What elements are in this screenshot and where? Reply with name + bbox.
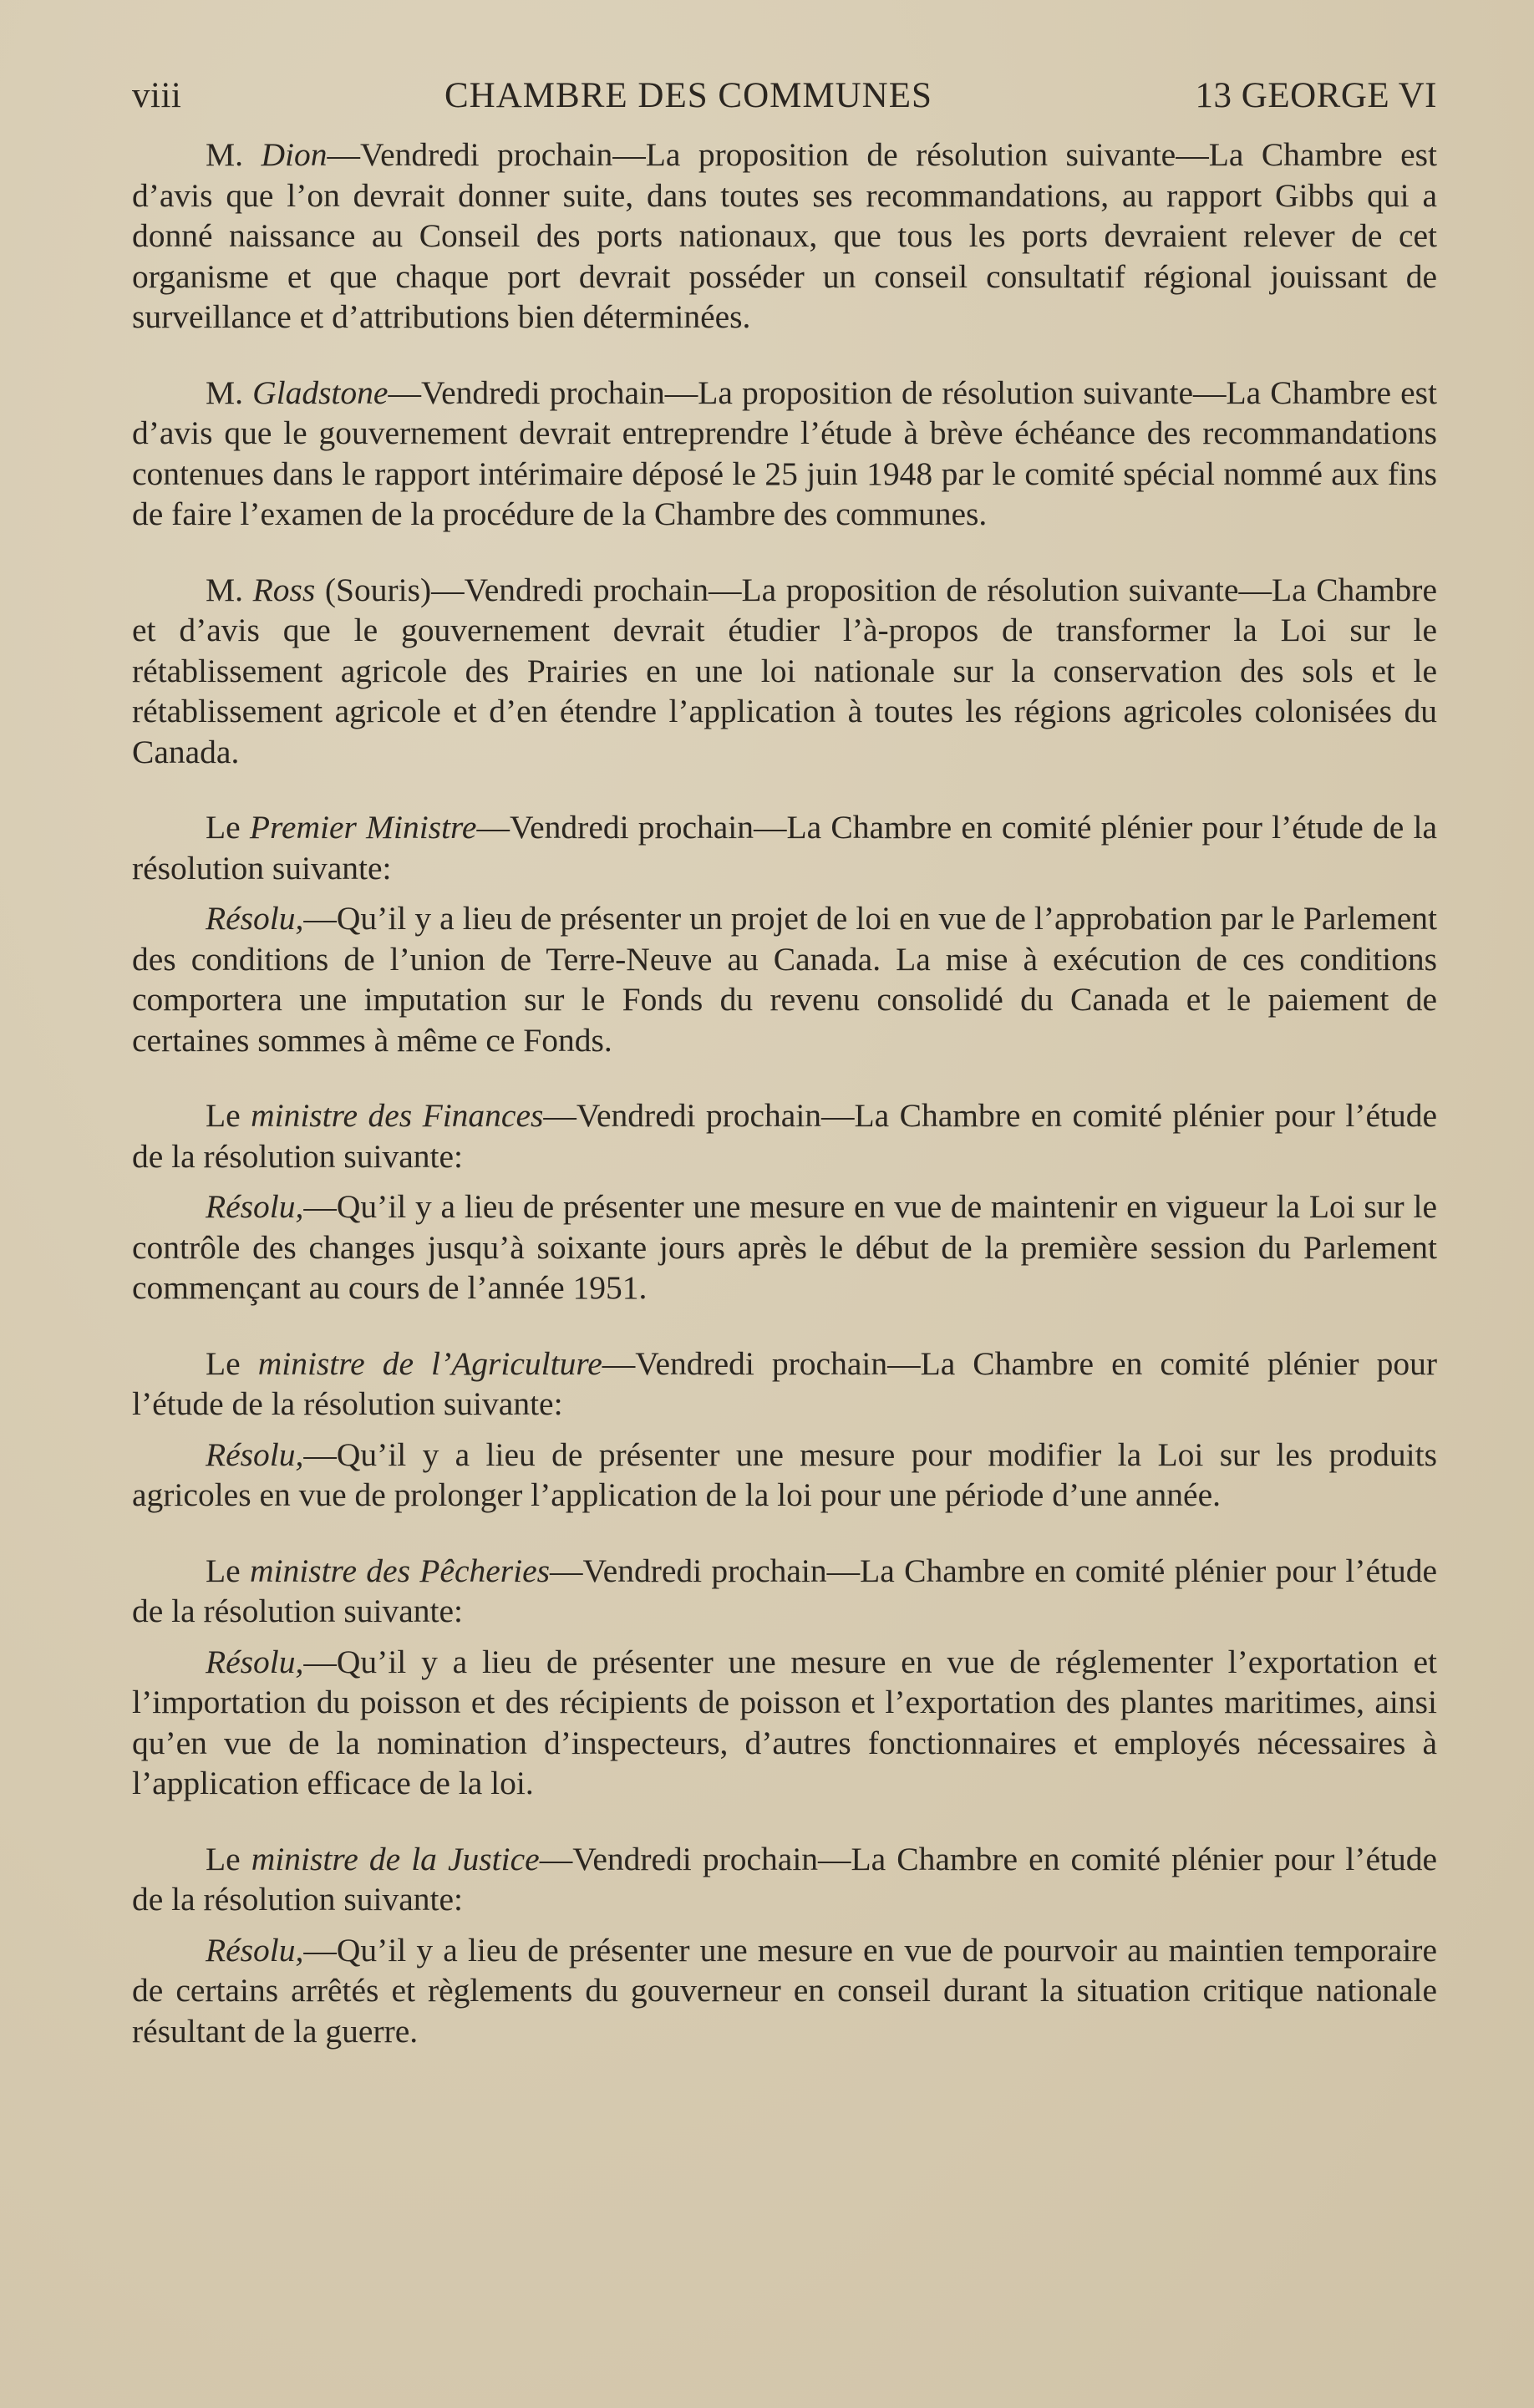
notice-entry-ross	[132, 570, 1437, 773]
entry-prefix: Le	[206, 1097, 251, 1134]
notice-entry-agriculture	[132, 1344, 1437, 1516]
resolution-label: Résolu,	[206, 1435, 304, 1473]
resolution-body: —Qu’il y a lieu de présenter une mesure pour modifier la Loi sur les produits agricoles en vue de prolonger l’application de la loi pour une période d’une année.	[132, 1435, 1437, 1513]
page-number: viii	[132, 76, 182, 115]
entry-prefix: Le	[206, 809, 250, 846]
entry-body: —Vendredi prochain—La Chambre en comité plénier pour l’étude de la résolution suivante:	[132, 1840, 1437, 1918]
entry-body: —Vendredi prochain—La proposition de résolution suivante—La Chambre est d’avis que l’on devrait donner suite, dans toutes ses recommandations, au rapport Gibbs qui a donné naissance au Conseil des ports nationaux, que tous les ports devraient relever de cet organisme et que chaque port devrait posséder un conseil consultatif régional jouissant de surveillance et d’attributions bien déterminées.	[132, 136, 1437, 335]
notice-entry-premier-ministre	[132, 807, 1437, 1060]
notice-text	[132, 1839, 1437, 1920]
notice-entry-dion	[132, 135, 1437, 338]
entry-body: —Vendredi prochain—La Chambre en comité plénier pour l’étude de la résolution suivante:	[132, 1344, 1437, 1422]
resolution-body: —Qu’il y a lieu de présenter une mesure en vue de pourvoir au maintien temporaire de certains arrêtés et règlements du gouverneur en conseil durant la situation critique nationale résultant de la guerre.	[132, 1931, 1437, 2050]
resolution-text	[132, 1186, 1437, 1308]
member-name: ministre de la Justice	[251, 1840, 540, 1877]
member-name: ministre des Pêcheries	[249, 1552, 551, 1589]
page-header	[132, 75, 1437, 116]
entry-body: —Vendredi prochain—La Chambre en comité plénier pour l’étude de la résolution suivante:	[132, 1552, 1437, 1629]
resolution-label: Résolu,	[206, 900, 304, 937]
resolution-text	[132, 1435, 1437, 1516]
notice-text	[132, 570, 1437, 773]
riding-name: (Souris)	[315, 571, 432, 608]
entry-prefix: Le	[206, 1552, 250, 1589]
notice-entry-justice	[132, 1839, 1437, 2052]
notice-text	[132, 1095, 1437, 1176]
resolution-text	[132, 898, 1437, 1060]
session-label: 13 GEORGE VI	[1195, 76, 1437, 115]
running-title: CHAMBRE DES COMMUNES	[444, 76, 932, 115]
resolution-label: Résolu,	[206, 1643, 304, 1680]
member-name: Gladstone	[252, 373, 389, 411]
resolution-text	[132, 1642, 1437, 1804]
entry-body: —Vendredi prochain—La proposition de résolution suivante—La Chambre et d’avis que le gouvernement devrait étudier l’à-propos de transformer la Loi sur le rétablissement agricole des Prairies en une loi nationale sur la conservation des sols et le rétablissement agricole et d’en étendre l’application à toutes les régions agricoles colonisées du Canada.	[132, 571, 1437, 770]
entry-body: —Vendredi prochain—La Chambre en comité plénier pour l’étude de la résolution suivante:	[132, 1097, 1437, 1175]
member-name: ministre de l’Agriculture	[257, 1344, 602, 1382]
member-name: Premier Ministre	[249, 809, 477, 846]
member-name: Dion	[261, 136, 328, 173]
entry-prefix: Le	[206, 1344, 258, 1382]
resolution-body: —Qu’il y a lieu de présenter un projet de loi en vue de l’approbation par le Parlement des conditions de l’union de Terre-Neuve au Canada. La mise à exécution de ces conditions comportera une imputation sur le Fonds du revenu consolidé du Canada et le paiement de certaines sommes à même ce Fonds.	[132, 900, 1437, 1059]
notice-entry-gladstone	[132, 373, 1437, 535]
member-name: ministre des Finances	[251, 1097, 544, 1134]
entry-prefix: M.	[206, 373, 253, 411]
notice-text	[132, 1344, 1437, 1425]
resolution-label: Résolu,	[206, 1931, 304, 1969]
notice-text	[132, 135, 1437, 338]
notice-text	[132, 373, 1437, 535]
entry-body: —Vendredi prochain—La Chambre en comité plénier pour l’étude de la résolution suivante:	[132, 809, 1438, 886]
entry-prefix: M.	[206, 571, 253, 608]
notice-text	[132, 1551, 1437, 1632]
entry-prefix: Le	[206, 1840, 251, 1877]
notice-entry-finances	[132, 1095, 1437, 1308]
entry-body: —Vendredi prochain—La proposition de résolution suivante—La Chambre est d’avis que le gouvernement devrait entreprendre l’étude à brève échéance des recommandations contenues dans le rapport intérimaire déposé le 25 juin 1948 par le comité spécial nommé aux fins de faire l’examen de la procédure de la Chambre des communes.	[132, 373, 1437, 532]
entry-prefix: M.	[206, 136, 262, 173]
resolution-label: Résolu,	[206, 1188, 304, 1225]
resolution-text	[132, 1930, 1437, 2052]
resolution-body: —Qu’il y a lieu de présenter une mesure en vue de réglementer l’exportation et l’importation du poisson et des récipients de poisson et l’exportation des plantes maritimes, ainsi qu’en vue de la nomination d’inspecteurs, d’autres fonctionnaires et employés nécessaires à l’application efficace de la loi.	[132, 1643, 1437, 1801]
notice-text	[132, 807, 1437, 888]
notice-entry-pecheries	[132, 1551, 1437, 1804]
member-name: Ross	[252, 571, 316, 608]
resolution-body: —Qu’il y a lieu de présenter une mesure en vue de maintenir en vigueur la Loi sur le contrôle des changes jusqu’à soixante jours après le début de la première session du Parlement commençant au cours de l’année 1951.	[132, 1188, 1437, 1306]
